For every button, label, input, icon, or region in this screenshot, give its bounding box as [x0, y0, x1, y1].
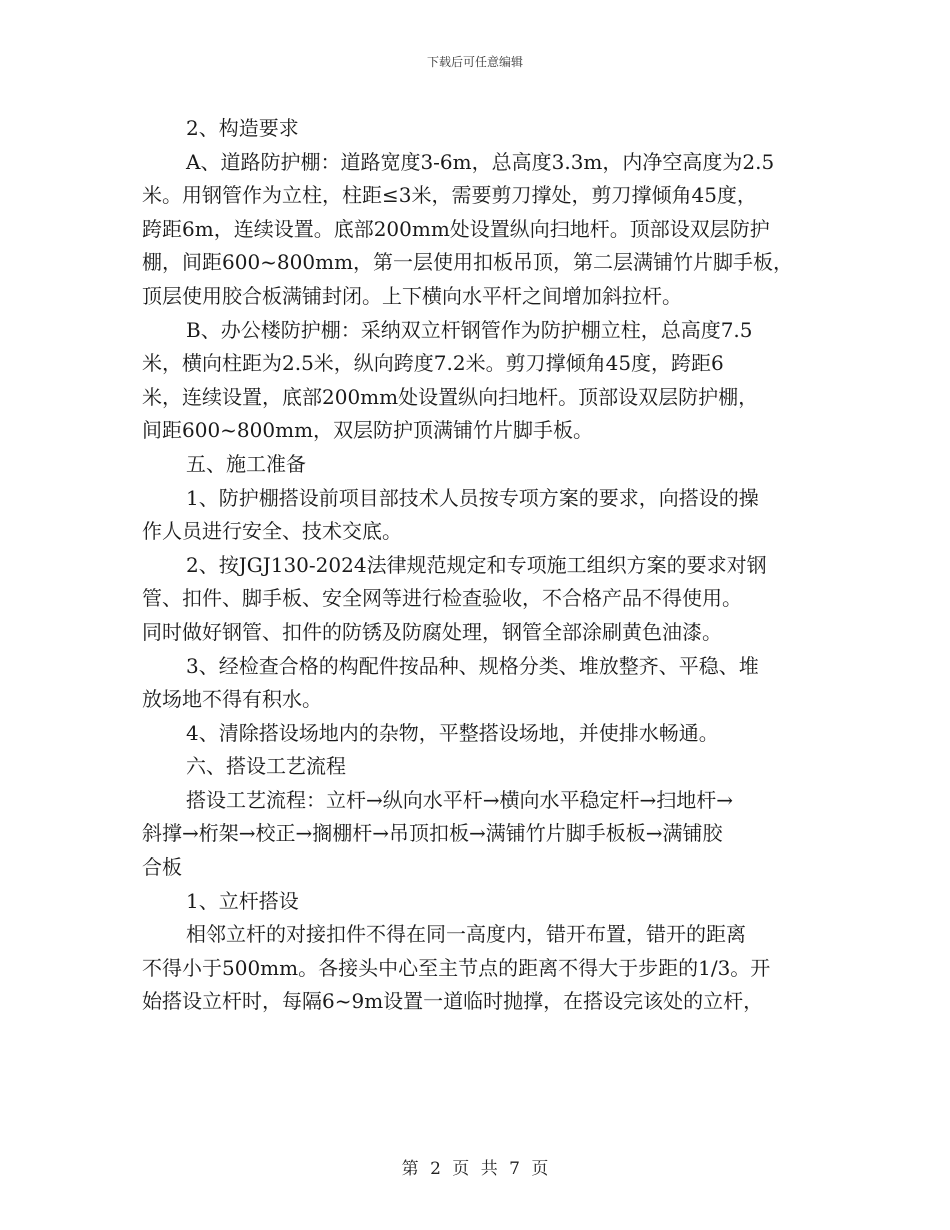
text-line: 2、构造要求 — [186, 116, 299, 140]
text-line: 米，横向柱距为2.5米，纵向跨度7.2米。剪刀撑倾角45度，跨距6 — [142, 351, 724, 376]
text-line: 1、立杆搭设 — [186, 888, 299, 913]
text-line: 间距600~800mm，双层防护顶满铺竹片脚手板。 — [142, 418, 594, 443]
text-line: 六、搭设工艺流程 — [186, 754, 346, 779]
text-line: 斜撑→桁架→校正→搁棚杆→吊顶扣板→满铺竹片脚手板板→满铺胶 — [142, 821, 723, 846]
text-line: 放场地不得有积水。 — [142, 687, 322, 712]
text-line: 作人员进行安全、技术交底。 — [142, 519, 402, 544]
text-line: 搭设工艺流程：立杆→纵向水平杆→横向水平稳定杆→扫地杆→ — [186, 787, 734, 812]
text-line: A、道路防护棚：道路宽度3-6m，总高度3.3m，内净空高度为2.5 — [186, 149, 775, 174]
text-line: 3、经检查合格的构配件按品种、规格分类、堆放整齐、平稳、堆 — [186, 653, 759, 678]
text-line: 跨距6m，连续设置。底部200mm处设置纵向扫地杆。顶部设双层防护 — [142, 216, 770, 241]
text-line: 米。用钢管作为立柱，柱距≤3米，需要剪刀撑处，剪刀撑倾角45度， — [142, 183, 757, 208]
text-line: 五、施工准备 — [186, 451, 306, 476]
text-line: 4、清除搭设场地内的杂物，平整搭设场地，并使排水畅通。 — [186, 720, 719, 745]
text-line: 同时做好钢管、扣件的防锈及防腐处理，钢管全部涂刷黄色油漆。 — [142, 619, 722, 644]
text-line: 不得小于500mm。各接头中心至主节点的距离不得大于步距的1/3。开 — [142, 955, 771, 980]
text-line: 米，连续设置，底部200mm处设置纵向扫地杆。顶部设双层防护棚， — [142, 384, 759, 409]
text-line: 1、防护棚搭设前项目部技术人员按专项方案的要求，向搭设的操 — [186, 485, 759, 510]
text-line: 合板 — [142, 855, 182, 880]
text-line: 2、按JGJ130-2024法律规范规定和专项施工组织方案的要求对钢 — [186, 552, 767, 577]
text-line: 管、扣件、脚手板、安全网等进行检查验收，不合格产品不得使用。 — [142, 586, 742, 611]
text-line: 顶层使用胶合板满铺封闭。上下横向水平杆之间增加斜拉杆。 — [142, 283, 682, 308]
page-header: 下载后可任意编辑 — [426, 55, 523, 69]
document-body — [142, 112, 810, 1019]
text-line: 始搭设立杆时，每隔6~9m设置一道临时抛撑，在搭设完该处的立杆， — [142, 989, 764, 1014]
text-line: B、办公楼防护棚：采纳双立杆钢管作为防护棚立柱，总高度7.5 — [186, 317, 753, 342]
text-line: 棚，间距600~800mm，第一层使用扣板吊顶，第二层满铺竹片脚手板， — [142, 250, 794, 275]
text-line: 相邻立杆的对接扣件不得在同一高度内，错开布置，错开的距离 — [186, 922, 746, 947]
page-footer: 第 2 页 共 7 页 — [401, 1159, 549, 1179]
